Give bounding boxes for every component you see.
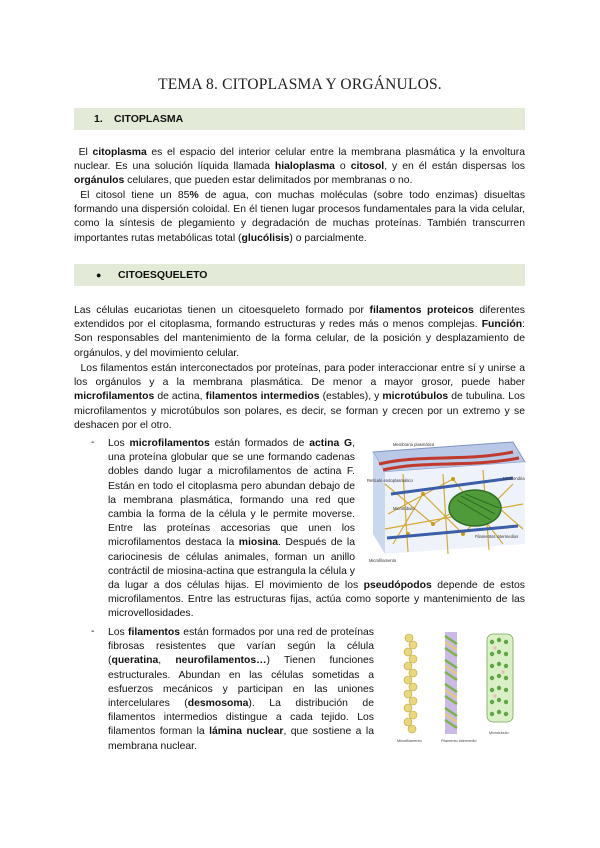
paragraph-filamentos: Los filamentos están interconectados por proteínas, para poder interaccionar entre sí y unirse a los orgánulos y a la membrana plasmática. De menor a mayor grosor, puede haber microfilamentos de actina, filamentos intermedios (estables), y microtúbulos de tubulina. Los microfilamentos y microtúbulos son polares, es decir, se forman y crecen por un extremo y se deshacen por el otro. [74, 363, 525, 431]
paragraph-microfilamentos: Los microfilamentos están formados de actina G, una proteína globular que se une formando cadenas dobles dando lugar a microfilamentos de actina F. Están en todo el citoplasma pero abundan debajo de la membrana plasmática, formando una red que cambia la forma de la célula y le permite moverse. Entre las proteínas accesorias que unen los microfilamentos destaca la miosina. Después de la cariocinesis de células animales, forman un anillo contráctil de miosina-actina que estrangula la célula y da lugar a dos células hijas. El movimiento de los pseudópodos depende de estos microfilamentos. Entre las estructuras fijas, actúa como soporte y mantenimiento de las microvellosidades. [108, 438, 525, 620]
label-mitocondria: Mitocondria [503, 476, 525, 481]
filament-types-illustration [395, 628, 529, 748]
list-dash: - [91, 626, 95, 637]
label-reticulo: Retículo endoplasmático [367, 478, 413, 483]
section-label: CITOESQUELETO [118, 269, 208, 281]
paragraph-filamentos-intermedios: Los filamentos están formados por una red de proteínas fibrosas resistentes que varían según la célula (queratina, neurofilamentos…) Tienen funciones estructurales. Abundan en las células sometidas a esfuerzos mecánicos y participan en las uniones intercelulares (desmosoma). La distribución de filamentos intermedios distingue a cada tejido. Los filamentos forman la lámina nuclear, que sostiene a la membrana nuclear. [108, 627, 374, 752]
section-heading-citoesqueleto [74, 264, 525, 286]
list-dash: - [91, 437, 95, 448]
paragraph-citoesqueleto-intro: Las células eucariotas tienen un citoesqueleto formado por filamentos proteicos diferentes extendidos por el citoplasma, formando estructuras y redes más o menos complejas. Función: Son responsables del mantenimiento de la forma celular, de la posición y desplazamiento de orgánulos, y del movimiento celular. [74, 305, 525, 359]
section-label: CITOPLASMA [114, 113, 184, 125]
filament-types-figure [395, 628, 529, 748]
label-microfilamento: Microfilamento [369, 558, 397, 563]
label-microtubulo: Microtúbulo [393, 506, 415, 511]
bullet-icon: ● [96, 270, 102, 280]
figure-spacer [355, 437, 525, 569]
label-membrana: Membrana plasmática [393, 442, 435, 447]
paragraph-citoplasma-definition: El citoplasma es el espacio del interior celular entre la membrana plasmática y la envoltura nuclear. Es una solución líquida llamada hialoplasma o citosol, y en él están dispersas los orgánulos celulares, que pueden estar delimitados por membranas o no. [74, 147, 525, 187]
section-number: 1. [94, 113, 103, 125]
label-fig2-microfilamento: Microfilamento [397, 739, 422, 743]
label-fig2-intermedio: Filamento intermedio [441, 739, 477, 743]
paragraph-citosol: El citosol tiene un 85% de agua, con muchas moléculas (sobre todo enzimas) disueltas formando una dispersión coloidal. En él tienen lugar procesos fundamentales para la vida celular, como la síntesis de plegamiento y degradación de muchas proteínas. También transcurren importantes rutas metabólicas total (glucólisis) o parcialmente. [74, 190, 526, 244]
label-fig2-microtubulo: Microtúbulo [489, 731, 509, 735]
section-heading-citoplasma [74, 108, 525, 130]
label-intermedios: Filamentos intermedios [475, 534, 519, 539]
page-title: TEMA 8. CITOPLASMA Y ORGÁNULOS. [158, 76, 442, 93]
